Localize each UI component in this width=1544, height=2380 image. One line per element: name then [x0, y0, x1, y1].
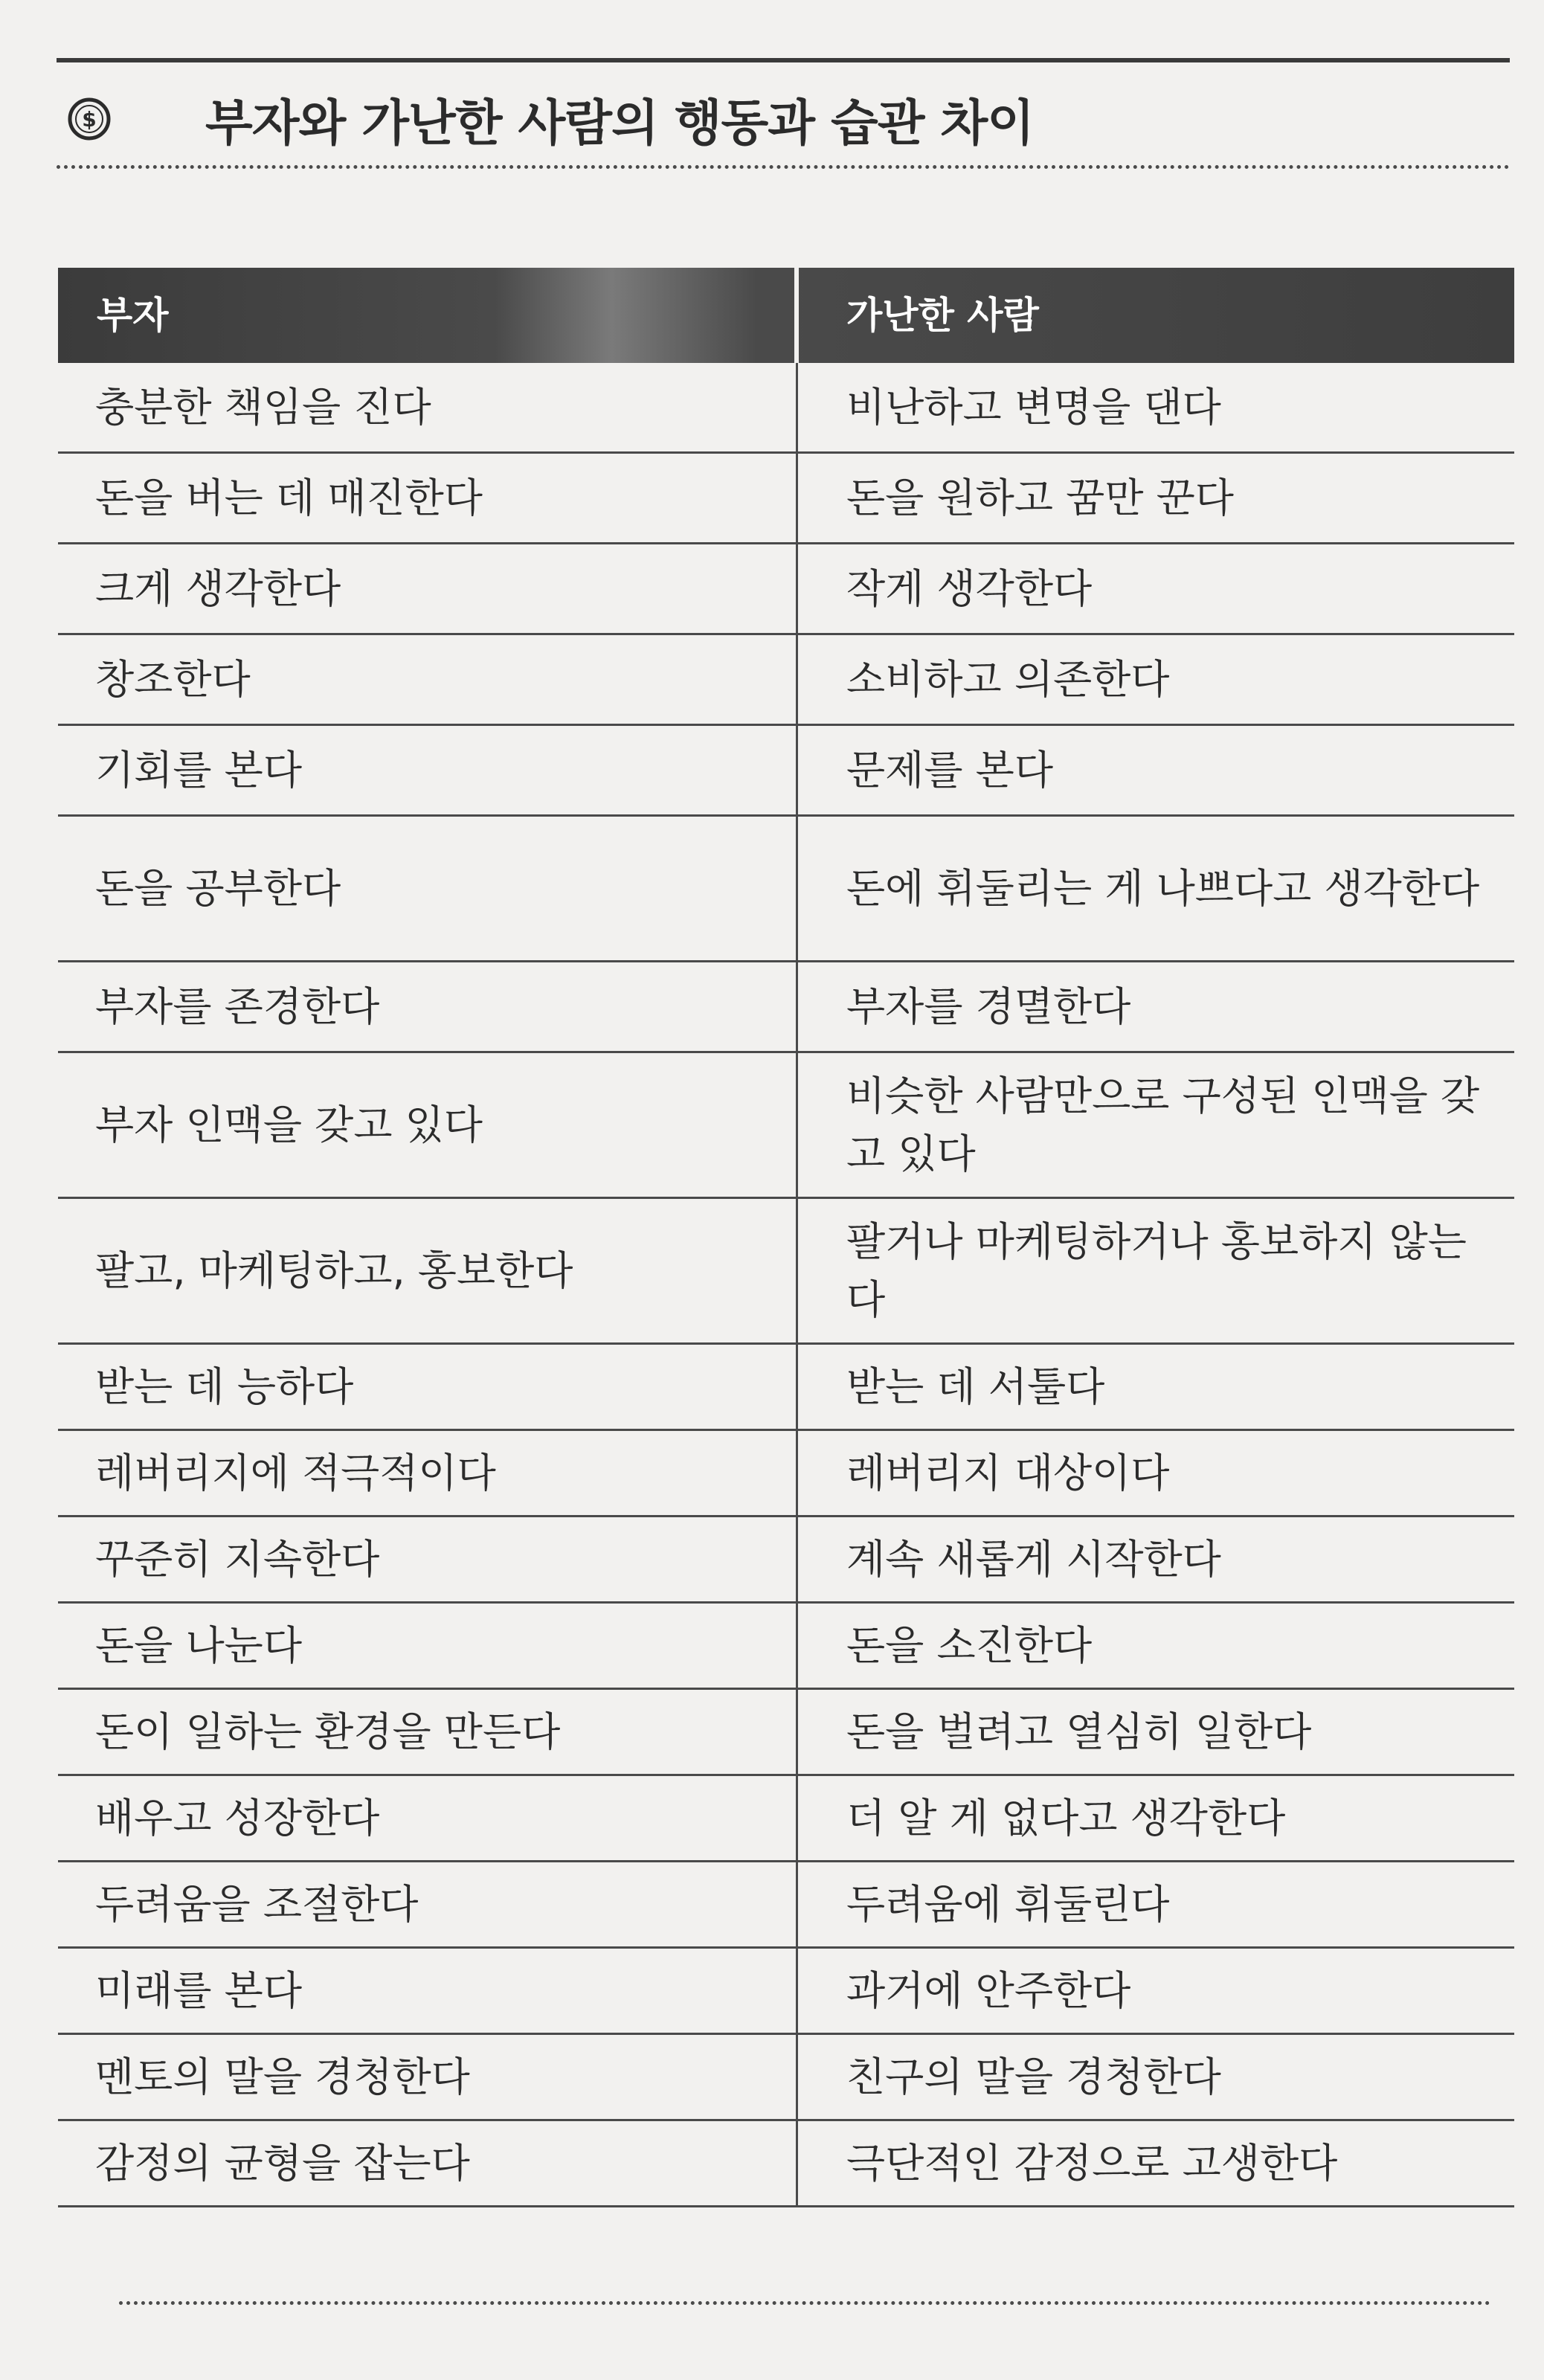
comparison-table	[58, 268, 1514, 2207]
cell-poor: 소비하고 의존한다	[846, 655, 1170, 703]
cell-poor: 두려움에 휘둘린다	[846, 1880, 1170, 1928]
cell-rich: 멘토의 말을 경청한다	[95, 2053, 470, 2100]
page-title: 부자와 가난한 사람의 행동과 습관 차이	[205, 94, 1034, 152]
table-row	[58, 1053, 1514, 1199]
table-row	[58, 1604, 1514, 1690]
cell-rich: 돈이 일하는 환경을 만든다	[95, 1708, 561, 1755]
table-row	[58, 962, 1514, 1053]
header-rich: 부자	[97, 294, 169, 337]
cell-rich: 감정의 균형을 잡는다	[95, 2139, 470, 2187]
cell-poor: 부자를 경멸한다	[846, 982, 1131, 1030]
cell-poor: 돈을 벌려고 열심히 일한다	[846, 1708, 1312, 1755]
cell-rich: 기회를 본다	[95, 746, 302, 794]
svg-text:$: $	[82, 107, 97, 132]
cell-poor: 계속 새롭게 시작한다	[846, 1535, 1221, 1583]
cell-poor: 문제를 본다	[846, 746, 1053, 794]
cell-rich: 부자를 존경한다	[95, 982, 380, 1030]
title-row	[57, 80, 1510, 155]
table-row	[58, 363, 1514, 454]
table-row	[58, 544, 1514, 635]
table-row	[58, 1199, 1514, 1345]
header-divider	[794, 268, 799, 363]
table-row	[58, 1345, 1514, 1431]
cell-rich: 창조한다	[95, 655, 251, 703]
cell-poor: 더 알 게 없다고 생각한다	[846, 1794, 1286, 1842]
cell-rich: 돈을 공부한다	[95, 864, 341, 912]
table-row	[58, 635, 1514, 726]
title-dotted-divider	[57, 165, 1510, 169]
cell-rich: 부자 인맥을 갖고 있다	[95, 1101, 483, 1148]
cell-poor: 레버리지 대상이다	[846, 1449, 1170, 1496]
cell-rich: 팔고, 마케팅하고, 홍보한다	[95, 1247, 573, 1294]
cell-poor: 받는 데 서툴다	[846, 1363, 1105, 1410]
table-row	[58, 2121, 1514, 2207]
cell-rich: 미래를 본다	[95, 1966, 302, 2014]
cell-rich: 돈을 버는 데 매진한다	[95, 474, 483, 521]
cell-poor: 돈에 휘둘리는 게 나쁘다고 생각한다	[846, 864, 1480, 912]
table-row	[58, 454, 1514, 544]
cell-rich: 배우고 성장한다	[95, 1794, 380, 1842]
table-row	[58, 1431, 1514, 1517]
cell-poor: 비슷한 사람만으로 구성된 인맥을 갖고 있다	[846, 1072, 1480, 1177]
cell-poor: 친구의 말을 경청한다	[846, 2053, 1221, 2100]
table-row	[58, 817, 1514, 962]
cell-poor: 팔거나 마케팅하거나 홍보하지 않는다	[846, 1218, 1467, 1323]
table-row	[58, 1517, 1514, 1604]
cell-rich: 받는 데 능하다	[95, 1363, 354, 1410]
table-row	[58, 1862, 1514, 1949]
cell-poor: 비난하고 변명을 댄다	[846, 383, 1221, 431]
table-row	[58, 1690, 1514, 1776]
bottom-dotted-divider	[119, 2301, 1490, 2305]
top-rule	[57, 58, 1510, 62]
cell-rich: 돈을 나눈다	[95, 1621, 302, 1669]
cell-rich: 두려움을 조절한다	[95, 1880, 419, 1928]
cell-rich: 크게 생각한다	[95, 565, 341, 612]
column-divider	[796, 363, 798, 2207]
cell-poor: 작게 생각한다	[846, 565, 1093, 612]
cell-rich: 꾸준히 지속한다	[95, 1535, 380, 1583]
cell-poor: 돈을 원하고 꿈만 꾼다	[846, 474, 1234, 521]
cell-poor: 극단적인 감정으로 고생한다	[846, 2139, 1338, 2187]
table-row	[58, 1949, 1514, 2035]
header-poor: 가난한 사람	[846, 294, 1039, 337]
table-row	[58, 2035, 1514, 2121]
table-row	[58, 726, 1514, 817]
cell-poor: 과거에 안주한다	[846, 1966, 1131, 2014]
table-body	[58, 363, 1514, 2207]
cell-rich: 충분한 책임을 진다	[95, 383, 431, 431]
table-header	[58, 268, 1514, 363]
cell-rich: 레버리지에 적극적이다	[95, 1449, 496, 1496]
dollar-coin-icon	[67, 97, 112, 141]
table-row	[58, 1776, 1514, 1862]
cell-poor: 돈을 소진한다	[846, 1621, 1093, 1669]
